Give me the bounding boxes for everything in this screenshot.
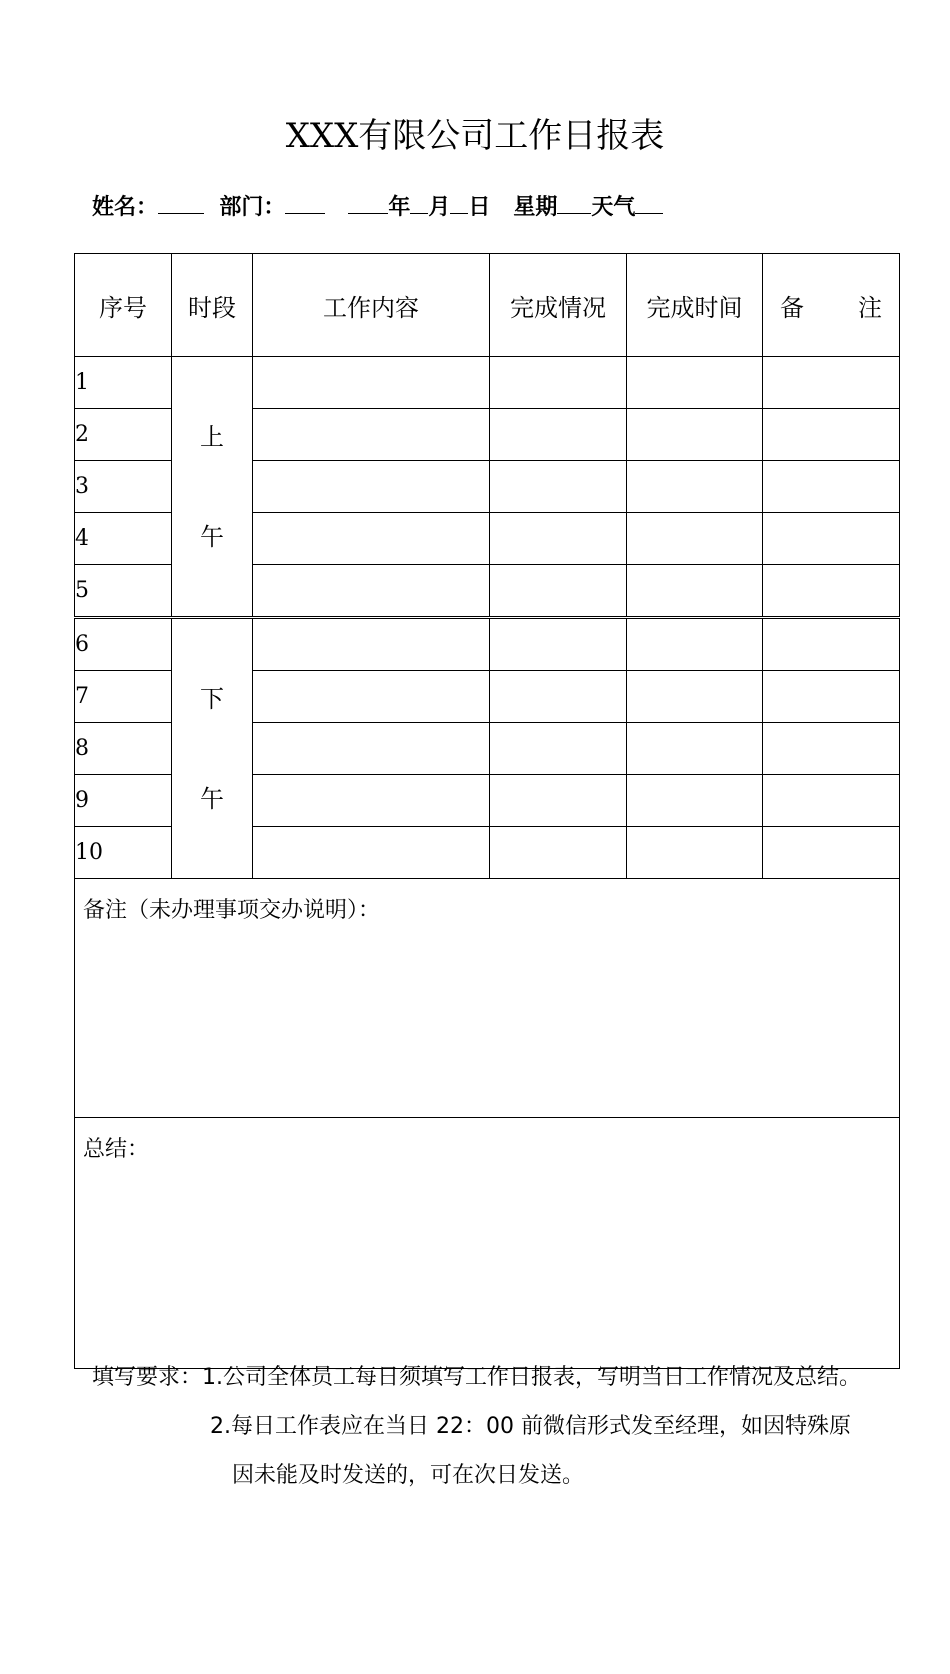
work-content-cell[interactable] — [253, 775, 490, 827]
remark-cell[interactable] — [763, 618, 900, 671]
remark-cell[interactable] — [763, 461, 900, 513]
requirement-line-2: 2.每日工作表应在当日 22：00 前微信形式发至经理，如因特殊原 — [210, 1414, 851, 1439]
header-seq: 序号 — [75, 254, 172, 357]
time-cell[interactable] — [627, 357, 763, 409]
status-cell[interactable] — [490, 513, 627, 565]
status-cell[interactable] — [490, 357, 627, 409]
note-label: 备注（未办理事项交办说明）： — [83, 898, 381, 923]
period-afternoon — [172, 618, 253, 879]
weekday-field[interactable] — [557, 193, 591, 214]
work-content-cell[interactable] — [253, 409, 490, 461]
remark-cell[interactable] — [763, 827, 900, 879]
status-cell[interactable] — [490, 671, 627, 723]
summary-label: 总结： — [83, 1137, 150, 1162]
note-row — [75, 879, 900, 1118]
work-content-cell[interactable] — [253, 618, 490, 671]
name-field[interactable] — [158, 193, 204, 214]
row-number: 4 — [75, 513, 172, 565]
table-row — [75, 357, 900, 409]
requirement-line-3: 因未能及时发送的，可在次日发送。 — [232, 1463, 585, 1488]
status-cell[interactable] — [490, 409, 627, 461]
row-number: 7 — [75, 671, 172, 723]
time-cell[interactable] — [627, 723, 763, 775]
day-field[interactable] — [450, 193, 468, 214]
row-number: 10 — [75, 827, 172, 879]
status-cell[interactable] — [490, 723, 627, 775]
period-morning-char-2: 午 — [200, 522, 224, 551]
header-row — [75, 254, 900, 357]
work-content-cell[interactable] — [253, 461, 490, 513]
time-cell[interactable] — [627, 775, 763, 827]
summary-cell[interactable] — [75, 1118, 900, 1369]
dept-field[interactable] — [285, 193, 325, 214]
page-title: XXX有限公司工作日报表 — [285, 116, 665, 156]
status-cell[interactable] — [490, 461, 627, 513]
header-remark: 备注 — [763, 254, 900, 357]
remark-cell[interactable] — [763, 357, 900, 409]
time-cell[interactable] — [627, 565, 763, 618]
row-number: 9 — [75, 775, 172, 827]
period-afternoon-char-1: 下 — [200, 684, 224, 713]
remark-cell[interactable] — [763, 723, 900, 775]
weather-field[interactable] — [635, 193, 663, 214]
row-number: 3 — [75, 461, 172, 513]
header-status: 完成情况 — [490, 254, 627, 357]
work-content-cell[interactable] — [253, 565, 490, 618]
status-cell[interactable] — [490, 565, 627, 618]
work-content-cell[interactable] — [253, 827, 490, 879]
requirement-line-1: 填写要求：1.公司全体员工每日须填写工作日报表，写明当日工作情况及总结。 — [92, 1365, 861, 1390]
year-field[interactable] — [348, 193, 388, 214]
row-number: 6 — [75, 618, 172, 671]
header-period: 时段 — [172, 254, 253, 357]
weather-label: 天气 — [591, 195, 636, 220]
summary-row — [75, 1118, 900, 1369]
month-label: 月 — [428, 195, 451, 220]
status-cell[interactable] — [490, 775, 627, 827]
work-content-cell[interactable] — [253, 671, 490, 723]
dept-label: 部门： — [219, 195, 286, 220]
time-cell[interactable] — [627, 618, 763, 671]
time-cell[interactable] — [627, 409, 763, 461]
work-content-cell[interactable] — [253, 723, 490, 775]
row-number: 1 — [75, 357, 172, 409]
status-cell[interactable] — [490, 827, 627, 879]
day-label: 日 — [468, 195, 491, 220]
remark-cell[interactable] — [763, 671, 900, 723]
row-number: 8 — [75, 723, 172, 775]
note-cell[interactable] — [75, 879, 900, 1118]
header-content: 工作内容 — [253, 254, 490, 357]
row-number: 2 — [75, 409, 172, 461]
header-time: 完成时间 — [627, 254, 763, 357]
time-cell[interactable] — [627, 827, 763, 879]
weekday-label: 星期 — [513, 195, 558, 220]
month-field[interactable] — [410, 193, 428, 214]
table-row — [75, 618, 900, 671]
report-table — [74, 253, 900, 1369]
period-morning-char-1: 上 — [200, 422, 224, 451]
info-line — [92, 190, 663, 221]
remark-cell[interactable] — [763, 513, 900, 565]
remark-cell[interactable] — [763, 409, 900, 461]
year-label: 年 — [388, 195, 411, 220]
time-cell[interactable] — [627, 461, 763, 513]
row-number: 5 — [75, 565, 172, 618]
status-cell[interactable] — [490, 618, 627, 671]
remark-cell[interactable] — [763, 565, 900, 618]
remark-cell[interactable] — [763, 775, 900, 827]
period-afternoon-char-2: 午 — [200, 784, 224, 813]
time-cell[interactable] — [627, 513, 763, 565]
work-content-cell[interactable] — [253, 357, 490, 409]
name-label: 姓名： — [92, 195, 159, 220]
work-content-cell[interactable] — [253, 513, 490, 565]
period-morning — [172, 357, 253, 618]
time-cell[interactable] — [627, 671, 763, 723]
